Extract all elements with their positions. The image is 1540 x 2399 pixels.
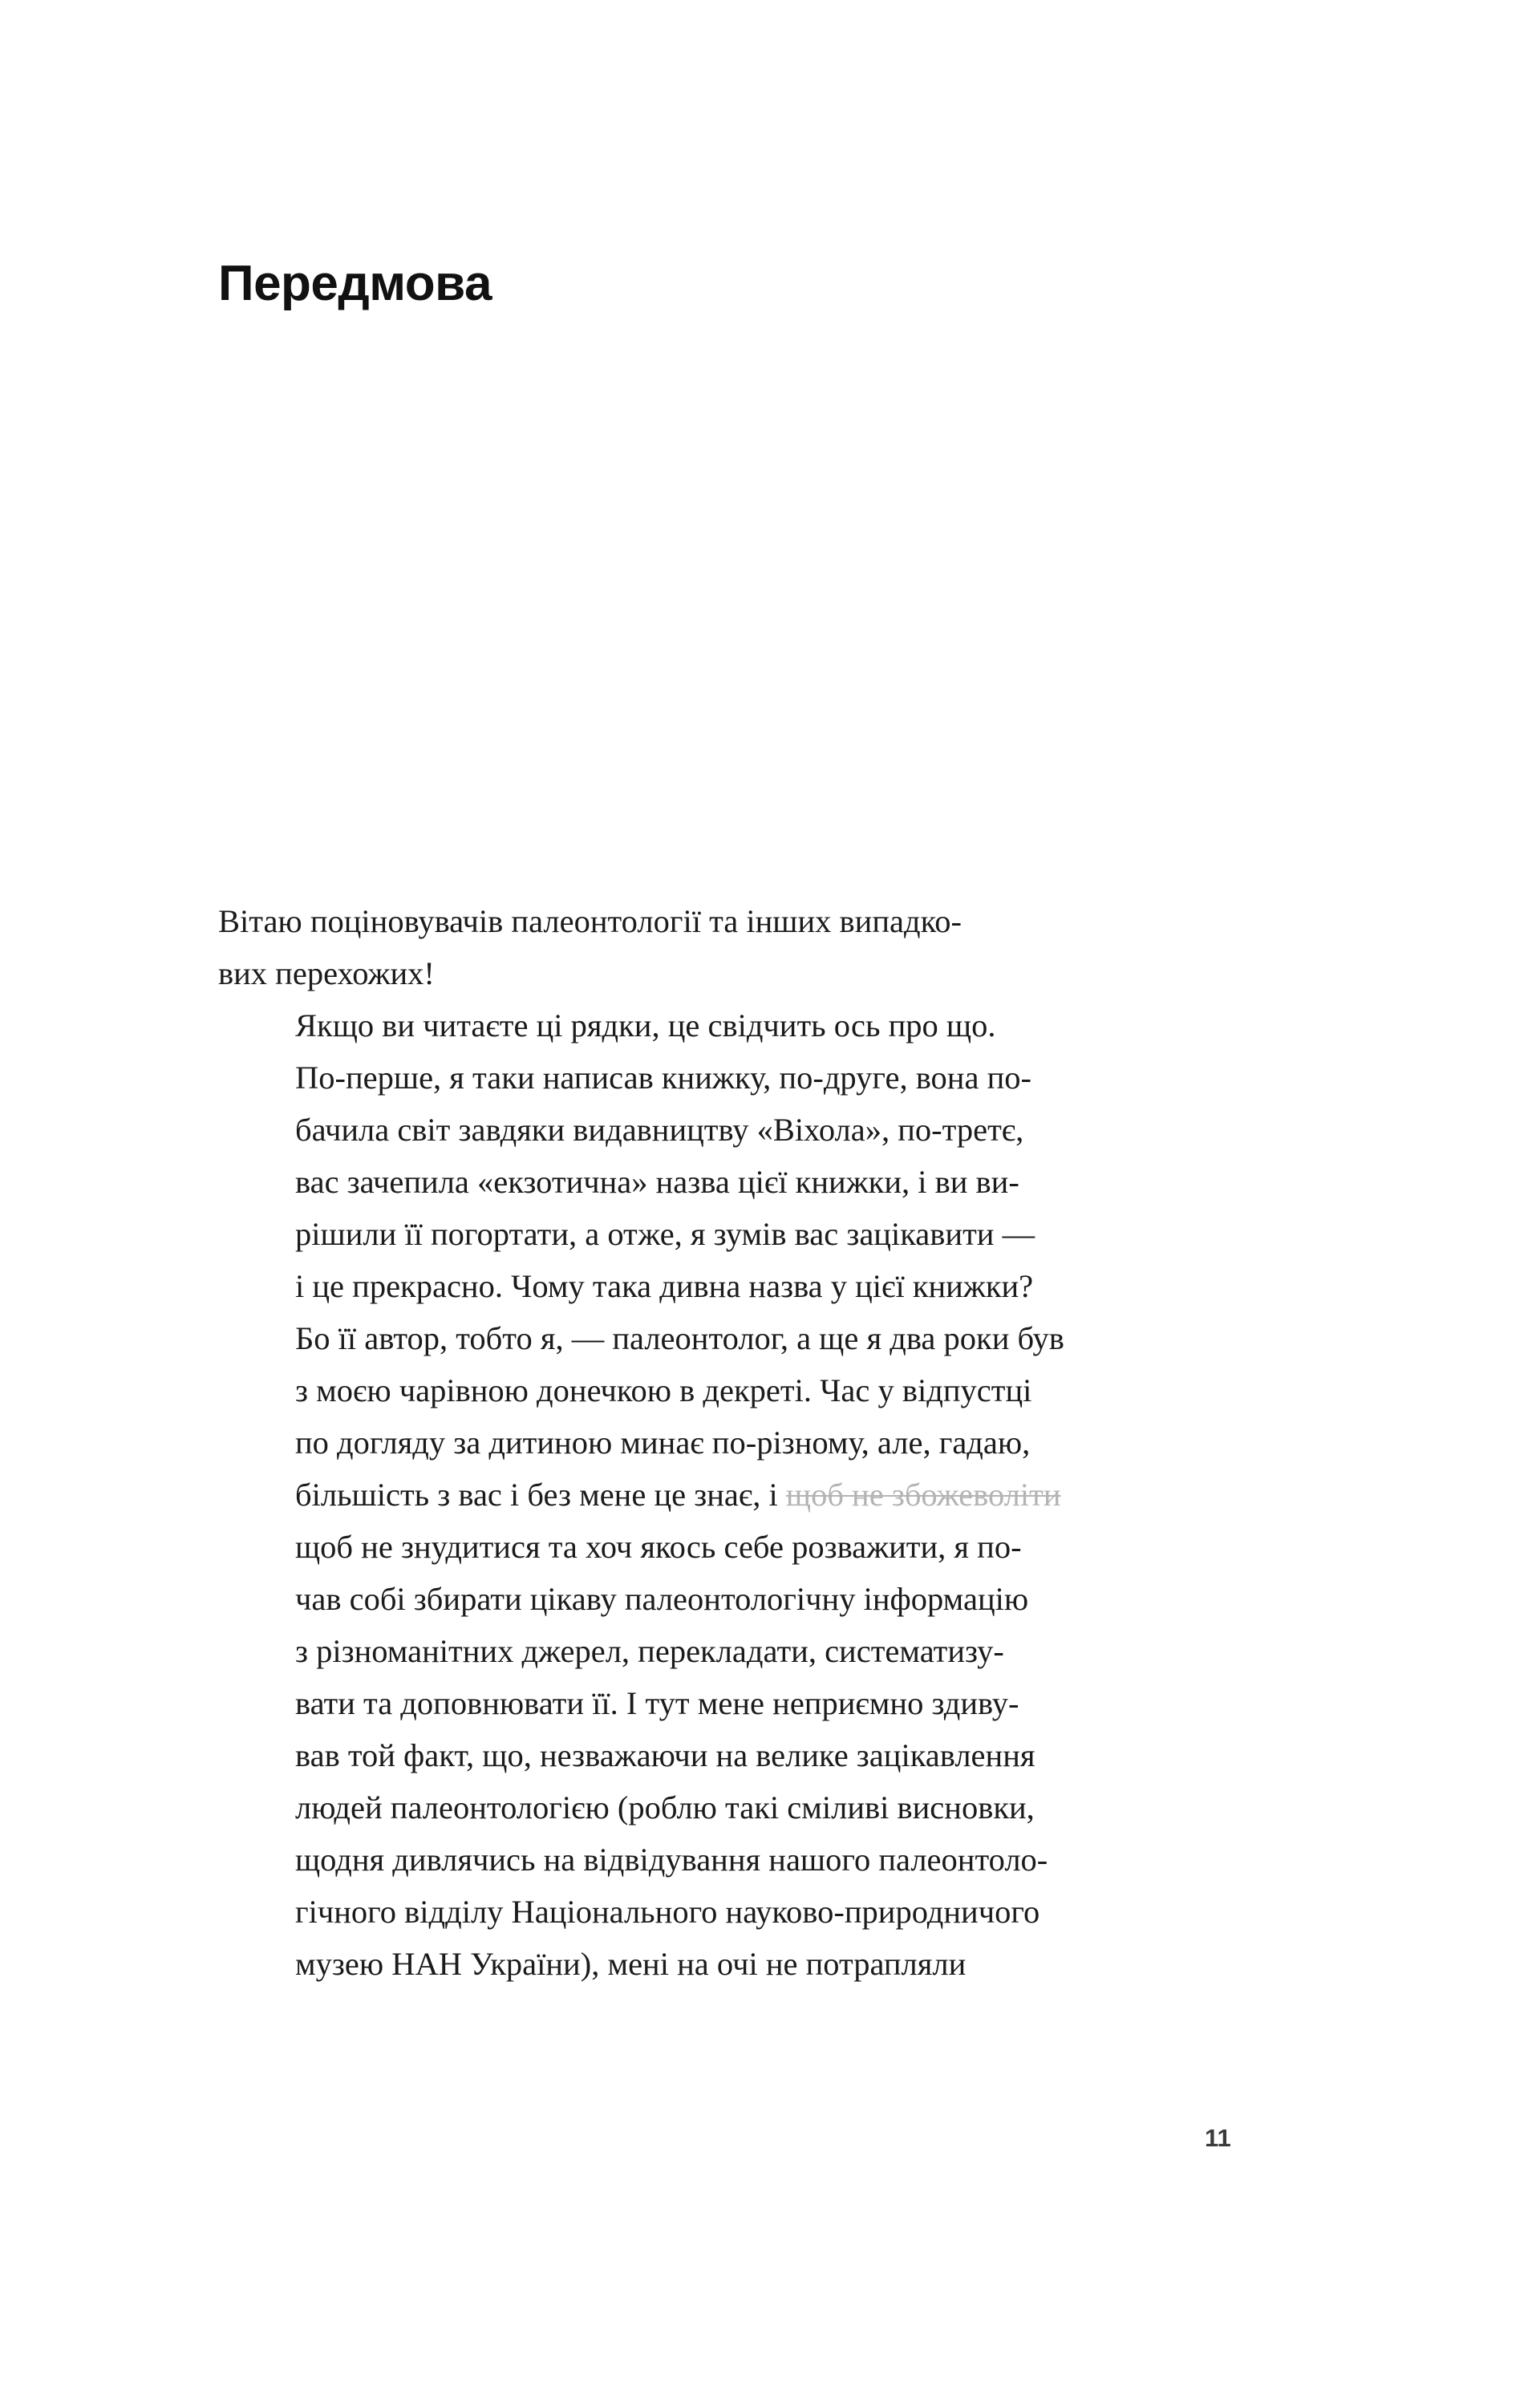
text-line: вати та доповнювати її. І тут мене неприємно здиву- <box>295 1685 1019 1721</box>
text-line: Бо її автор, тобто я, — палеонтолог, а ще я два роки був <box>295 1320 1064 1356</box>
text-line: щоб не знудитися та хоч якось себе розважити, я по- <box>295 1529 1022 1565</box>
paragraph-greeting <box>218 895 1254 999</box>
text-line-with-strikethrough <box>218 1469 1254 1521</box>
paragraph-main <box>218 999 1254 1990</box>
body-text <box>218 895 1254 1990</box>
struck-through-text: щоб не збожеволіти <box>785 1477 1061 1513</box>
page-number: 11 <box>1205 2124 1231 2152</box>
text-line: щодня дивлячись на відвідування нашого палеонтоло- <box>295 1842 1048 1878</box>
text-line: Вітаю поціновувачів палеонтології та інших випадко- <box>218 903 962 939</box>
text-line: бачила світ завдяки видавництву «Віхола», по-третє, <box>295 1112 1024 1148</box>
text-line: людей палеонтологією (роблю такі сміливі висновки, <box>295 1789 1035 1826</box>
line-prefix: більшість з вас і без мене це знає, і <box>295 1477 786 1513</box>
text-line: По-перше, я таки написав книжку, по-друге, вона по- <box>295 1060 1031 1096</box>
text-line: вих перехожих! <box>218 955 435 991</box>
text-line: вас зачепила «екзотична» назва цієї книжки, і ви ви- <box>295 1164 1019 1200</box>
text-line: з моєю чарівною донечкою в декреті. Час у відпустці <box>295 1372 1032 1408</box>
text-line: з різноманітних джерел, перекладати, систематизу- <box>295 1633 1004 1669</box>
text-line: по догляду за дитиною минає по-різному, але, гадаю, <box>295 1424 1031 1461</box>
text-line: гічного відділу Національного науково-природничого <box>295 1894 1040 1930</box>
text-line: вав той факт, що, незважаючи на велике зацікавлення <box>295 1737 1035 1773</box>
text-line: музею НАН України), мені на очі не потрапляли <box>295 1946 967 1982</box>
page-title: Передмова <box>218 256 492 311</box>
text-line: і це прекрасно. Чому така дивна назва у цієї книжки? <box>295 1268 1034 1304</box>
text-line: чав собі збирати цікаву палеонтологічну інформацію <box>295 1581 1029 1617</box>
text-line: рішили її погортати, а отже, я зумів вас зацікавити — <box>295 1216 1035 1252</box>
text-line: Якщо ви читаєте ці рядки, це свідчить ось про що. <box>295 1007 996 1043</box>
